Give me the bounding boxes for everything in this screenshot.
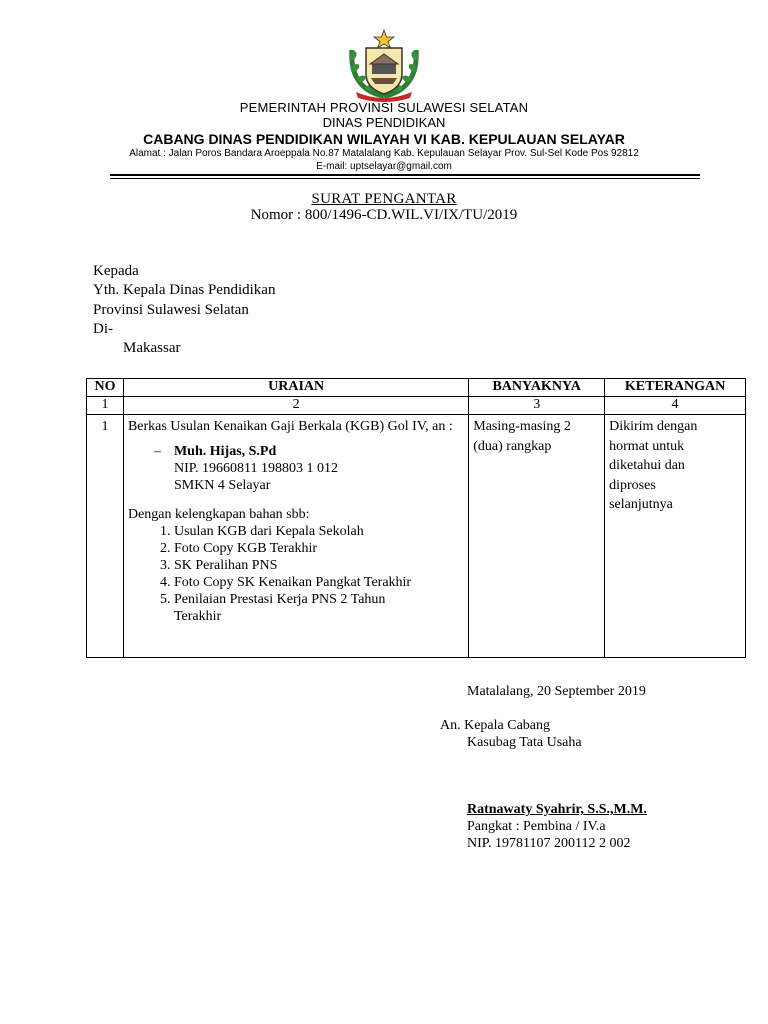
recipient-city: Makassar <box>123 340 181 356</box>
list-item: 5. Penilaian Prestasi Kerja PNS 2 Tahun Terakhir <box>174 591 464 625</box>
letterhead-rule-thick <box>110 174 700 176</box>
row-description-cell <box>123 415 468 658</box>
table-row <box>87 415 746 658</box>
completeness-list <box>128 523 464 625</box>
row-no: 1 <box>87 415 124 658</box>
recipient-line-1: Kepada <box>93 263 139 279</box>
col-number-2: 2 <box>123 397 468 415</box>
col-number-1: 1 <box>87 397 124 415</box>
letterhead-government: PEMERINTAH PROVINSI SULAWESI SELATAN <box>239 100 529 115</box>
letter-title: SURAT PENGANTAR <box>311 191 457 207</box>
person-nip: NIP. 19660811 198803 1 012 <box>173 461 338 476</box>
person-dash: – <box>153 444 161 459</box>
letterhead-rule-thin <box>110 178 700 179</box>
letterhead-email: E-mail: uptselayar@gmail.com <box>316 161 452 172</box>
header-no: NO <box>87 379 124 397</box>
signature-position: Kasubag Tata Usaha <box>467 735 582 750</box>
header-keterangan: KETERANGAN <box>605 379 746 397</box>
recipient-line-3: Provinsi Sulawesi Selatan <box>93 302 249 318</box>
col-number-4: 4 <box>605 397 746 415</box>
person-block <box>154 443 464 494</box>
letterhead-branch: CABANG DINAS PENDIDIKAN WILAYAH VI KAB. KEPULAUAN SELAYAR <box>143 131 625 147</box>
signature-nip: NIP. 19781107 200112 2 002 <box>467 836 631 851</box>
list-item: 2. Foto Copy KGB Terakhir <box>174 540 464 557</box>
header-uraian: URAIAN <box>123 379 468 397</box>
letter-number: Nomor : 800/1496-CD.WIL.VI/IX/TU/2019 <box>250 207 518 223</box>
signature-rank: Pangkat : Pembina / IV.a <box>467 819 606 834</box>
recipient-line-2: Yth. Kepala Dinas Pendidikan <box>93 282 276 298</box>
col-number-3: 3 <box>469 397 605 415</box>
row-description: Berkas Usulan Kenaikan Gaji Berkala (KGB) Gol IV, an : <box>127 419 453 434</box>
row-remarks: Dikirim dengan hormat untuk diketahui dan diproses selanjutnya <box>605 415 746 658</box>
header-banyaknya: BANYAKNYA <box>469 379 605 397</box>
list-item: 1. Usulan KGB dari Kepala Sekolah <box>174 523 464 540</box>
items-table <box>86 378 746 658</box>
table-numbering-row <box>87 397 746 415</box>
list-item: 4. Foto Copy SK Kenaikan Pangkat Terakhir <box>174 574 464 591</box>
signature-place-date: Matalalang, 20 September 2019 <box>467 684 646 699</box>
letterhead-address: Alamat : Jalan Poros Bandara Aroeppala No.87 Matalalang Kab. Kepulauan Selayar Prov. Sul-Sel Kode Pos 92812 <box>129 148 639 159</box>
letterhead-department: DINAS PENDIDIKAN <box>322 115 446 130</box>
signature-on-behalf: An. Kepala Cabang <box>440 718 551 733</box>
recipient-line-4: Di- <box>93 321 113 337</box>
table-header-row <box>87 379 746 397</box>
person-name: Muh. Hijas, S.Pd <box>173 444 277 459</box>
provincial-emblem-logo <box>344 26 424 102</box>
row-quantity: Masing-masing 2 (dua) rangkap <box>469 415 605 658</box>
signature-name: Ratnawaty Syahrir, S.S.,M.M. <box>467 802 647 817</box>
completeness-intro: Dengan kelengkapan bahan sbb: <box>127 507 310 522</box>
person-school: SMKN 4 Selayar <box>173 478 271 493</box>
list-item: 3. SK Peralihan PNS <box>174 557 464 574</box>
